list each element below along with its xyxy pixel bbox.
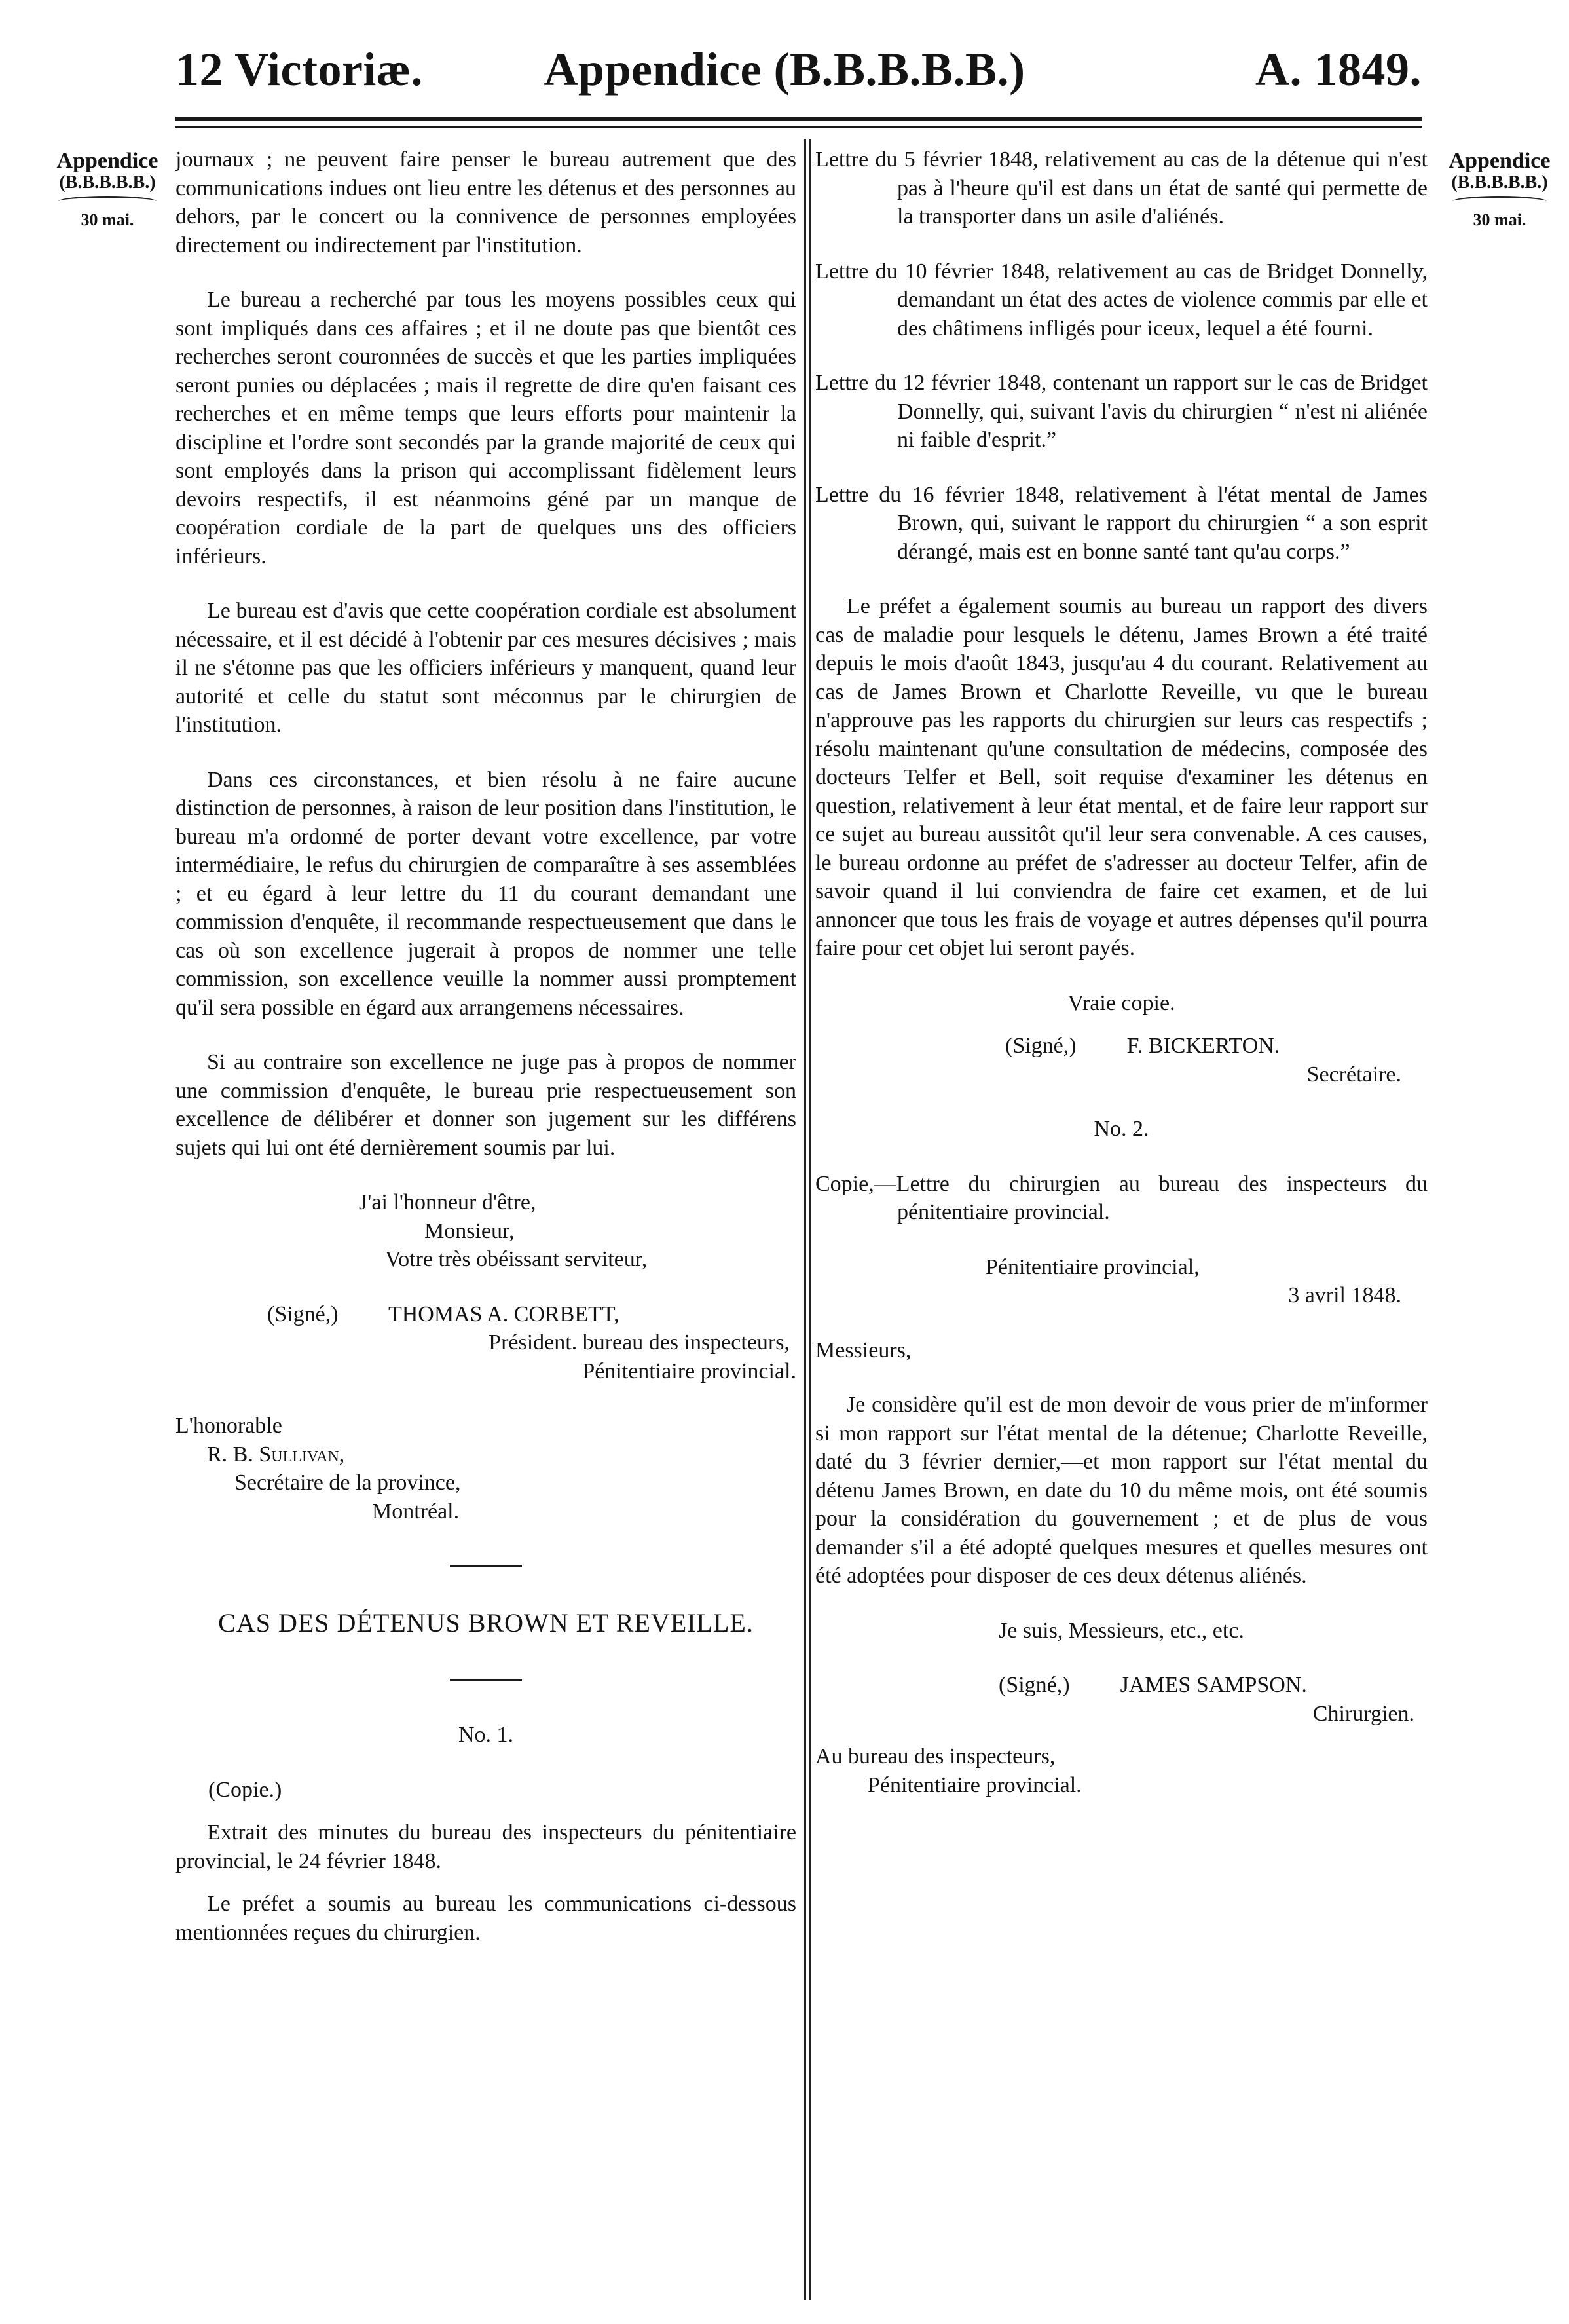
margin-note-date: 30 mai. xyxy=(81,210,134,230)
signer-name: F. BICKERTON. xyxy=(1126,1034,1280,1058)
address-line: Pénitentiaire provincial. xyxy=(868,1772,1082,1797)
header-session: 12 Victoriæ. xyxy=(175,43,423,96)
signed-label: (Signé,) xyxy=(1005,1034,1077,1058)
margin-note-sub: (B.B.B.B.B.) xyxy=(1451,172,1548,193)
closing-line: J'ai l'honneur d'être, xyxy=(359,1190,536,1214)
address-line: Secrétaire de la province, xyxy=(234,1471,461,1495)
signer-title: Chirurgien. xyxy=(1312,1701,1414,1726)
column-divider-inner xyxy=(809,139,811,2300)
paragraph: Le bureau a recherché par tous les moyens possibles ceux qui sont impliqués dans ces affaires ; et il ne doute pas que bientôt ces recherches seront couronnées de succès et que les parties impliquées seront punies ou déplacées ; mais il regrette de dire qu'en faisant ces recherches et en même temps que leurs efforts pour maintenir la discipline et l'ordre sont secondés par la grande majorité de ceux qui sont employés dans la prison qui accomplissant fidèlement leurs devoirs respectifs, il est néanmoins géné par un manque de coopération cordiale de la part de quelques uns des officiers inférieurs. xyxy=(175,288,796,569)
paragraph: Dans ces circonstances, et bien résolu à ne faire aucune distinction de personnes, à raison de leur position dans l'institution, le bureau m'a ordonné de porter devant votre excellence, par votre intermédiaire, le refus du chirurgien de comparaître à ses assemblées ; et eu égard à leur lettre du 11 du courant demandant une commission d'enquête, il recommande respectueusement que dans le cas où son excellence jugerait à propos de nommer une telle commission, son excellence veuille la nommer aussi promptement qu'il sera possible en égard aux arrangemens nécessaires. xyxy=(175,767,796,1020)
header-rule-thick xyxy=(175,117,1422,121)
margin-note-title: Appendice xyxy=(56,149,158,173)
address-line: L'honorable xyxy=(175,1414,282,1438)
header-rule-thin xyxy=(175,126,1422,128)
letter-entry: Lettre du 16 février 1848, relativement à l'état mental de James Brown, qui, suivant le rapport du chirurgien “ a son esprit dérangé, mais est en bonne santé tant qu'au corps.” xyxy=(815,482,1428,564)
margin-note-swash xyxy=(1452,196,1547,207)
signature-line xyxy=(815,1032,1428,1060)
header-year: A. 1849. xyxy=(1255,43,1422,96)
margin-note-swash xyxy=(58,196,157,207)
signed-label: (Signé,) xyxy=(267,1302,339,1326)
paragraph: Je considère qu'il est de mon devoir de vous prier de m'informer si mon rapport sur l'état mental de la détenue; Charlotte Reveille, daté du 3 février dernier,—et mon rapport sur l'état mental du détenu James Brown, en date du 10 du même mois, ont été soumis pour la considération du gouvernement ; et de plus de vous demander s'il a été adopté quelques mesures et quelles mesures ont été adoptées pour disposer de ces deux détenus aliénés. xyxy=(815,1393,1428,1588)
salutation: Messieurs, xyxy=(815,1338,912,1362)
address-line: Montréal. xyxy=(372,1499,460,1524)
document-number: No. 1. xyxy=(458,1723,514,1747)
margin-note-left xyxy=(46,149,169,229)
closing-line: Votre très obéissant serviteur, xyxy=(385,1247,648,1271)
paragraph: Le préfet a également soumis au bureau un rapport des divers cas de maladie pour lesquels le détenu, James Brown a été traité depuis le mois d'août 1843, jusqu'au 4 du courant. Relativement au cas de James Brown et Charlotte Reveille, vu que le bureau n'approuve pas les rapports du chirurgien sur leurs cas respectifs ; résolu maintenant qu'une consultation de médecins, composée des docteurs Telfer et Bell, soit requise d'examiner les détenus en question, relativement à leur état mental, et de faire leur rapport sur ce sujet au bureau aussitôt qu'il leur sera convenable. A ces causes, le bureau ordonne au préfet de s'adresser au docteur Telfer, afin de savoir quand il lui conviendra de faire cet examen, et de lui annoncer que tous les frais de voyage et autres dépenses qu'il pourra faire pour cet objet lui seront payés. xyxy=(815,594,1428,960)
true-copy-label: Vraie copie. xyxy=(1067,990,1175,1015)
right-column xyxy=(815,145,1428,1799)
signature-line xyxy=(175,1300,796,1329)
address-line: Au bureau des inspecteurs, xyxy=(815,1744,1056,1769)
paragraph: journaux ; ne peuvent faire penser le bureau autrement que des communications indues ont lieu entre les détenus et des personnes au dehors, par le concert ou la connivence de personnes employées directement ou indirectement par l'institution. xyxy=(175,147,796,257)
signer-name: THOMAS A. CORBETT, xyxy=(388,1302,619,1326)
signer-title: Pénitentiaire provincial. xyxy=(582,1359,796,1383)
margin-note-date: 30 mai. xyxy=(1473,210,1526,230)
letter-place: Pénitentiaire provincial, xyxy=(986,1254,1200,1279)
address-line xyxy=(175,1440,796,1469)
addressee-name: R. B. Sullivan, xyxy=(207,1442,345,1467)
closing-line: Je suis, Messieurs, etc., etc. xyxy=(999,1618,1244,1643)
copy-letter-title: Copie,—Lettre du chirurgien au bureau des inspecteurs du pénitentiaire provincial. xyxy=(815,1171,1428,1224)
document-number: No. 2. xyxy=(1094,1117,1149,1141)
copy-label: (Copie.) xyxy=(208,1777,282,1802)
letter-date: 3 avril 1848. xyxy=(1288,1283,1401,1307)
closing-line: Monsieur, xyxy=(424,1218,515,1243)
column-divider xyxy=(804,139,806,2300)
letter-entry: Lettre du 5 février 1848, relativement au cas de la détenue qui n'est pas à l'heure qu'il est dans un état de santé qui permette de la transporter dans un asile d'aliénés. xyxy=(815,147,1428,229)
left-column xyxy=(175,145,796,1947)
letter-entry: Lettre du 10 février 1848, relativement au cas de Bridget Donnelly, demandant un état des actes de violence commis par elle et des châtimens infligés pour iceux, lequel a été fourni. xyxy=(815,259,1428,341)
case-heading: CAS DES DÉTENUS BROWN ET REVEILLE. xyxy=(218,1608,754,1638)
paragraph: Le bureau est d'avis que cette coopération cordiale est absolument nécessaire, et il est décidé à l'obtenir par ces mesures décisives ; mais il ne s'étonne pas que les officiers inférieurs y manquent, quand leur autorité et celle du statut sont méconnus par le chirurgien de l'institution. xyxy=(175,599,796,737)
margin-note-right xyxy=(1441,149,1559,229)
extract-title: Extrait des minutes du bureau des inspecteurs du pénitentiaire provincial, le 24 février 1848. xyxy=(175,1820,796,1873)
paragraph: Le préfet a soumis au bureau les communications ci-dessous mentionnées reçues du chirurgien. xyxy=(175,1892,796,1945)
margin-note-title: Appendice xyxy=(1449,149,1551,173)
signed-label: (Signé,) xyxy=(999,1673,1070,1697)
letter-entry: Lettre du 12 février 1848, contenant un rapport sur le cas de Bridget Donnelly, qui, suivant l'avis du chirurgien “ n'est ni aliénée ni faible d'esprit.” xyxy=(815,371,1428,452)
signature-line xyxy=(815,1671,1428,1700)
paragraph: Si au contraire son excellence ne juge pas à propos de nommer une commission d'enquête, le bureau prie respectueusement son excellence de délibérer et donner son jugement sur les différens sujets qui lui ont été dernièrement soumis par lui. xyxy=(175,1050,796,1160)
header-appendix-title: Appendice (B.B.B.B.B.) xyxy=(544,43,1025,96)
signer-title: Secrétaire. xyxy=(1306,1062,1401,1087)
signer-name: JAMES SAMPSON. xyxy=(1120,1673,1307,1697)
margin-note-sub: (B.B.B.B.B.) xyxy=(59,172,156,193)
signer-title: Président. bureau des inspecteurs, xyxy=(489,1330,790,1355)
